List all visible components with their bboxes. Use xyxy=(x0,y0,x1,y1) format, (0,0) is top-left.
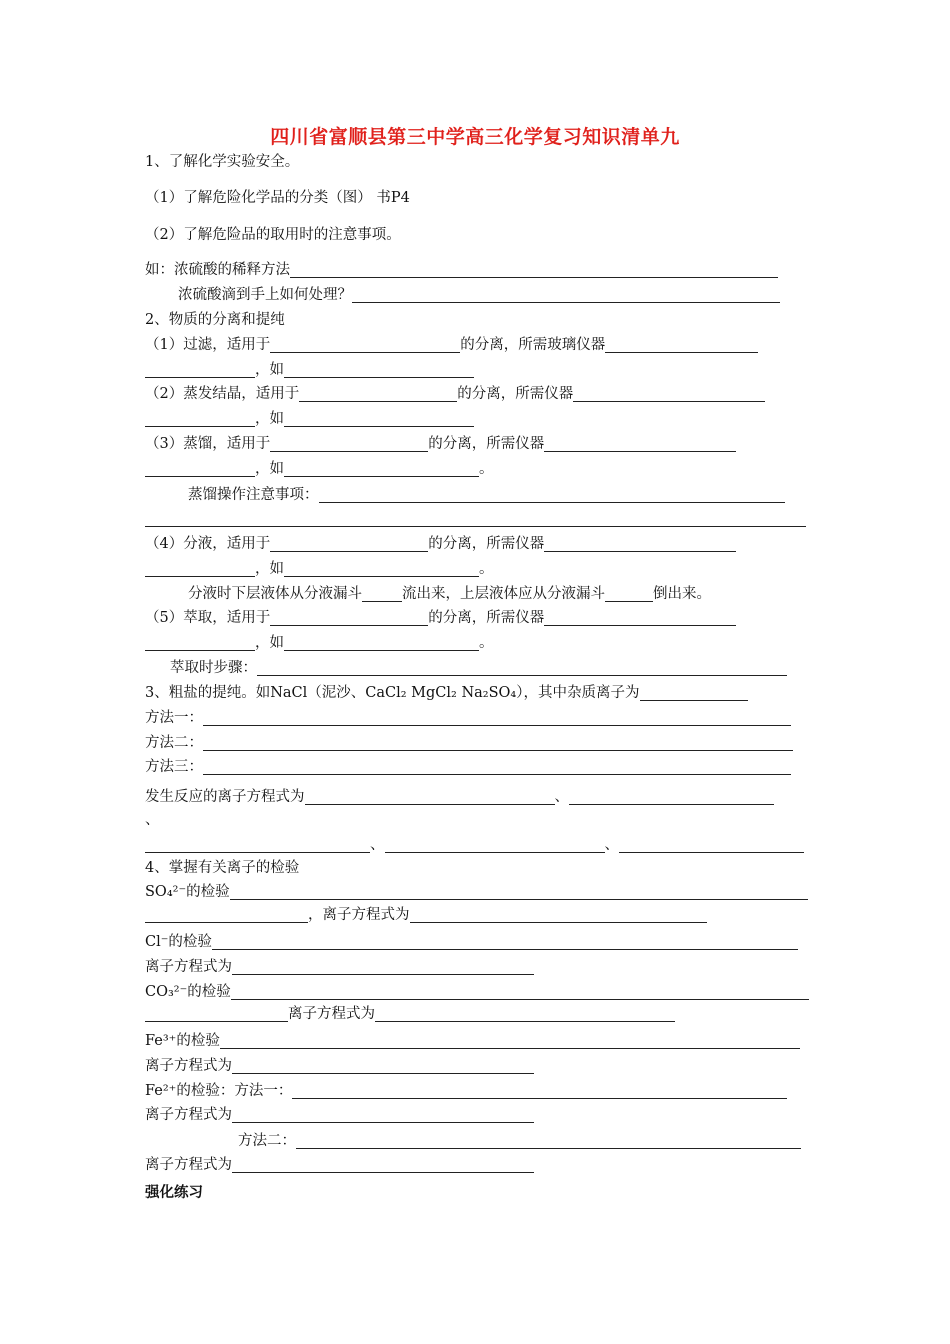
answer-blank[interactable] xyxy=(605,586,653,602)
chloride-test: Cl⁻的检验 xyxy=(145,932,798,952)
practice-heading: 强化练习 xyxy=(145,1185,203,1201)
answer-blank[interactable] xyxy=(640,685,748,701)
answer-blank[interactable] xyxy=(305,789,555,805)
answer-blank[interactable] xyxy=(544,610,736,626)
distillation-example: ，如 。 xyxy=(145,459,494,479)
distillation-line: （3）蒸馏，适用于 的分离，所需仪器 xyxy=(145,434,736,454)
answer-blank[interactable] xyxy=(212,934,798,950)
answer-blank[interactable] xyxy=(145,907,308,923)
answer-blank[interactable] xyxy=(145,561,255,577)
evaporation-line: （2）蒸发结晶，适用于 的分离，所需仪器 xyxy=(145,384,765,404)
separatory-note: 分液时下层液体从分液漏斗 流出来，上层液体应从分液漏斗 倒出来。 xyxy=(188,586,711,602)
answer-blank[interactable] xyxy=(284,461,479,477)
answer-blank[interactable] xyxy=(232,959,534,975)
ferrous-equation-1: 离子方程式为 xyxy=(145,1105,534,1125)
evaporation-example: ，如 xyxy=(145,409,474,429)
answer-blank[interactable] xyxy=(232,1058,534,1074)
answer-blank[interactable] xyxy=(270,610,428,626)
extraction-example: ，如 。 xyxy=(145,633,494,653)
answer-blank[interactable] xyxy=(270,337,460,353)
answer-blank[interactable] xyxy=(605,337,758,353)
ionic-equations-sep: 、 xyxy=(145,812,160,828)
answer-blank[interactable] xyxy=(375,1006,675,1022)
method-3: 方法三： xyxy=(145,757,791,777)
answer-blank[interactable] xyxy=(544,436,736,452)
method-1: 方法一： xyxy=(145,708,791,728)
answer-blank[interactable] xyxy=(145,1006,288,1022)
example-skin-contact: 浓硫酸滴到手上如何处理？ xyxy=(178,285,780,305)
separatory-example: ，如 。 xyxy=(145,559,494,579)
section-3-heading: 3、粗盐的提纯。如NaCl（泥沙、CaCl₂ MgCl₂ Na₂SO₄），其中杂质离子为 xyxy=(145,683,748,703)
page-title: 四川省富顺县第三中学高三化学复习知识清单九 xyxy=(270,126,680,148)
answer-blank[interactable] xyxy=(145,837,370,853)
answer-blank[interactable] xyxy=(257,660,787,676)
extraction-line: （5）萃取，适用于 的分离，所需仪器 xyxy=(145,608,736,628)
section-1-item-1: （1）了解危险化学品的分类（图） 书P4 xyxy=(145,190,410,206)
carbonate-test: CO₃²⁻的检验 xyxy=(145,982,809,1002)
answer-blank[interactable] xyxy=(544,536,736,552)
answer-blank[interactable] xyxy=(319,487,785,503)
separatory-line: （4）分液，适用于 的分离，所需仪器 xyxy=(145,534,736,554)
sulfate-test: SO₄²⁻的检验 xyxy=(145,882,808,902)
answer-blank[interactable] xyxy=(296,1133,801,1149)
answer-blank[interactable] xyxy=(203,735,793,751)
ferric-equation: 离子方程式为 xyxy=(145,1056,534,1076)
answer-blank[interactable] xyxy=(220,1033,800,1049)
answer-blank[interactable] xyxy=(145,461,255,477)
answer-blank[interactable] xyxy=(573,386,765,402)
answer-blank[interactable] xyxy=(145,362,255,378)
answer-blank[interactable] xyxy=(385,837,605,853)
ferric-test: Fe³⁺的检验 xyxy=(145,1031,800,1051)
ionic-equations-cont: 、 、 xyxy=(145,835,804,855)
answer-blank[interactable] xyxy=(231,984,809,1000)
extraction-steps: 萃取时步骤： xyxy=(170,658,787,678)
section-1-heading: 1、了解化学实验安全。 xyxy=(145,154,300,170)
answer-blank[interactable] xyxy=(619,837,804,853)
carbonate-equation: 离子方程式为 xyxy=(145,1004,675,1024)
ferrous-equation-2: 离子方程式为 xyxy=(145,1155,534,1175)
answer-blank[interactable] xyxy=(284,635,479,651)
answer-line[interactable] xyxy=(145,525,806,527)
answer-blank[interactable] xyxy=(230,884,808,900)
answer-blank[interactable] xyxy=(299,386,457,402)
answer-blank[interactable] xyxy=(284,411,474,427)
filtration-line: （1）过滤，适用于 的分离，所需玻璃仪器 xyxy=(145,335,758,355)
answer-blank[interactable] xyxy=(270,536,428,552)
answer-blank[interactable] xyxy=(292,1083,787,1099)
sulfate-equation: ，离子方程式为 xyxy=(145,905,707,925)
filtration-example: ，如 xyxy=(145,360,474,380)
ionic-equations: 发生反应的离子方程式为 、 xyxy=(145,787,774,807)
section-4-heading: 4、掌握有关离子的检验 xyxy=(145,860,300,876)
ferrous-test-1: Fe²⁺的检验：方法一： xyxy=(145,1081,787,1101)
answer-blank[interactable] xyxy=(270,436,428,452)
answer-blank[interactable] xyxy=(362,586,402,602)
method-2: 方法二： xyxy=(145,733,793,753)
answer-blank[interactable] xyxy=(145,635,255,651)
answer-blank[interactable] xyxy=(352,287,780,303)
distillation-notes: 蒸馏操作注意事项： xyxy=(188,485,785,505)
answer-blank[interactable] xyxy=(290,262,778,278)
answer-blank[interactable] xyxy=(569,789,774,805)
answer-blank[interactable] xyxy=(203,759,791,775)
example-dilution: 如：浓硫酸的稀释方法 xyxy=(145,260,778,280)
answer-blank[interactable] xyxy=(410,907,707,923)
chloride-equation: 离子方程式为 xyxy=(145,957,534,977)
answer-blank[interactable] xyxy=(203,710,791,726)
answer-blank[interactable] xyxy=(284,362,474,378)
ferrous-test-2: 方法二： xyxy=(238,1131,801,1151)
answer-blank[interactable] xyxy=(232,1107,534,1123)
answer-blank[interactable] xyxy=(145,411,255,427)
section-2-heading: 2、物质的分离和提纯 xyxy=(145,312,285,328)
answer-blank[interactable] xyxy=(284,561,479,577)
section-1-item-2: （2）了解危险品的取用时的注意事项。 xyxy=(145,227,401,243)
answer-blank[interactable] xyxy=(232,1157,534,1173)
